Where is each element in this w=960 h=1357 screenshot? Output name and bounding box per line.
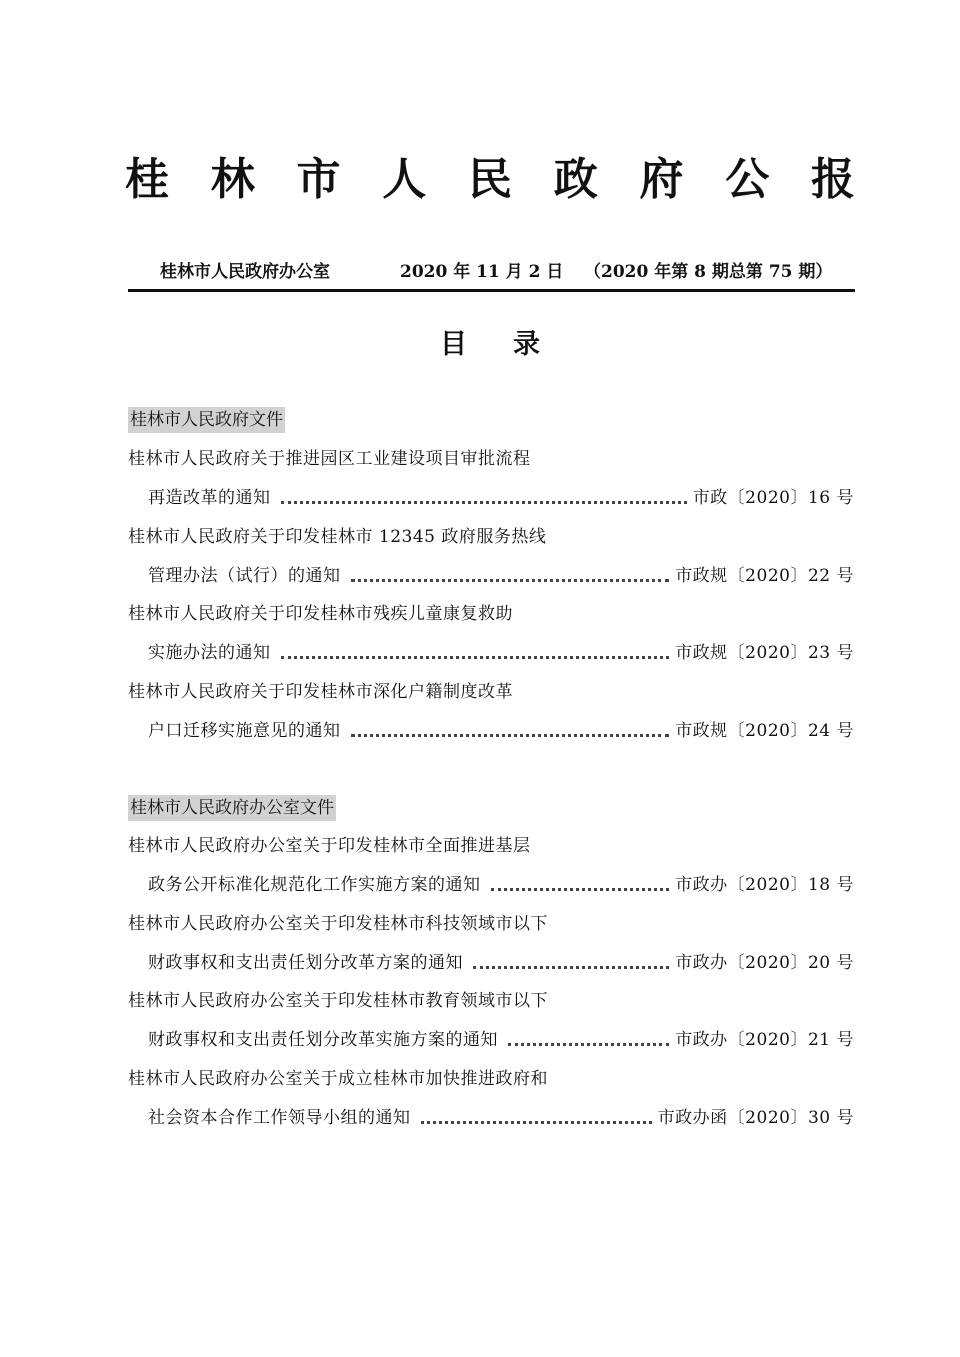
issue-date: 2020 年 11 月 2 日 <box>400 262 564 282</box>
doc-number: 市政〔2020〕16 号 <box>692 488 854 508</box>
toc-entry-line[interactable] <box>148 485 854 511</box>
toc-entry-line[interactable] <box>148 950 854 976</box>
doc-number: 市政办〔2020〕20 号 <box>675 953 854 973</box>
dot-leader <box>491 888 670 891</box>
doc-number: 市政规〔2020〕24 号 <box>675 721 854 741</box>
toc-entry-title-cont: 财政事权和支出责任划分改革实施方案的通知 <box>148 1030 498 1050</box>
dot-leader <box>473 966 669 969</box>
dot-leader <box>351 579 670 582</box>
toc-entry-title[interactable]: 桂林市人民政府办公室关于印发桂林市科技领域市以下 <box>128 914 548 934</box>
toc-entry-title-cont: 管理办法（试行）的通知 <box>148 566 341 586</box>
dot-leader <box>281 656 670 659</box>
toc-entry-title-cont: 财政事权和支出责任划分改革方案的通知 <box>148 953 463 973</box>
masthead-title <box>125 152 855 208</box>
doc-number: 市政办〔2020〕21 号 <box>675 1030 854 1050</box>
toc-entry-line[interactable] <box>148 872 854 898</box>
issuer: 桂林市人民政府办公室 <box>160 262 330 282</box>
toc-entry-line[interactable] <box>148 563 854 589</box>
toc-entry-line[interactable] <box>148 1105 854 1131</box>
masthead-char: 公 <box>725 154 770 205</box>
dot-leader <box>351 734 670 737</box>
masthead-char: 林 <box>210 154 255 205</box>
dot-leader <box>508 1043 669 1046</box>
toc-entry-line[interactable] <box>148 718 854 744</box>
masthead-char: 桂 <box>125 154 169 205</box>
masthead-char: 民 <box>468 154 512 205</box>
masthead-char: 政 <box>553 154 598 205</box>
toc-entry-title-cont: 社会资本合作工作领导小组的通知 <box>148 1108 411 1128</box>
section-heading: 桂林市人民政府文件 <box>128 407 285 433</box>
toc-entry-title-cont: 实施办法的通知 <box>148 643 271 663</box>
doc-number: 市政规〔2020〕22 号 <box>675 566 854 586</box>
section-heading: 桂林市人民政府办公室文件 <box>128 795 336 821</box>
doc-number: 市政规〔2020〕23 号 <box>675 643 854 663</box>
masthead-char: 府 <box>639 154 684 205</box>
masthead-char: 市 <box>296 154 341 205</box>
issue-number: （2020 年第 8 期总第 75 期） <box>584 262 833 282</box>
masthead-char: 报 <box>811 154 855 205</box>
doc-number: 市政办函〔2020〕30 号 <box>657 1108 854 1128</box>
toc-entry-line[interactable] <box>148 1027 854 1053</box>
toc-entry-title[interactable]: 桂林市人民政府办公室关于印发桂林市全面推进基层 <box>128 836 531 856</box>
dot-leader <box>281 501 687 504</box>
doc-number: 市政办〔2020〕18 号 <box>675 875 854 895</box>
toc-entry-title-cont: 政务公开标准化规范化工作实施方案的通知 <box>148 875 481 895</box>
toc-entry-title[interactable]: 桂林市人民政府关于印发桂林市残疾儿童康复救助 <box>128 604 513 624</box>
toc-entry-title[interactable]: 桂林市人民政府关于印发桂林市深化户籍制度改革 <box>128 682 513 702</box>
toc-entry-title[interactable]: 桂林市人民政府关于印发桂林市 12345 政府服务热线 <box>128 527 547 547</box>
toc-title: 目录 <box>440 329 586 360</box>
toc-entry-title-cont: 再造改革的通知 <box>148 488 271 508</box>
toc-entry-title[interactable]: 桂林市人民政府办公室关于成立桂林市加快推进政府和 <box>128 1069 548 1089</box>
toc-entry-line[interactable] <box>148 640 854 666</box>
dot-leader <box>421 1121 652 1124</box>
toc-entry-title-cont: 户口迁移实施意见的通知 <box>148 721 341 741</box>
toc-entry-title[interactable]: 桂林市人民政府关于推进园区工业建设项目审批流程 <box>128 449 531 469</box>
issue-bar <box>128 255 855 292</box>
toc-entry-title[interactable]: 桂林市人民政府办公室关于印发桂林市教育领域市以下 <box>128 991 548 1011</box>
masthead-char: 人 <box>382 154 427 205</box>
